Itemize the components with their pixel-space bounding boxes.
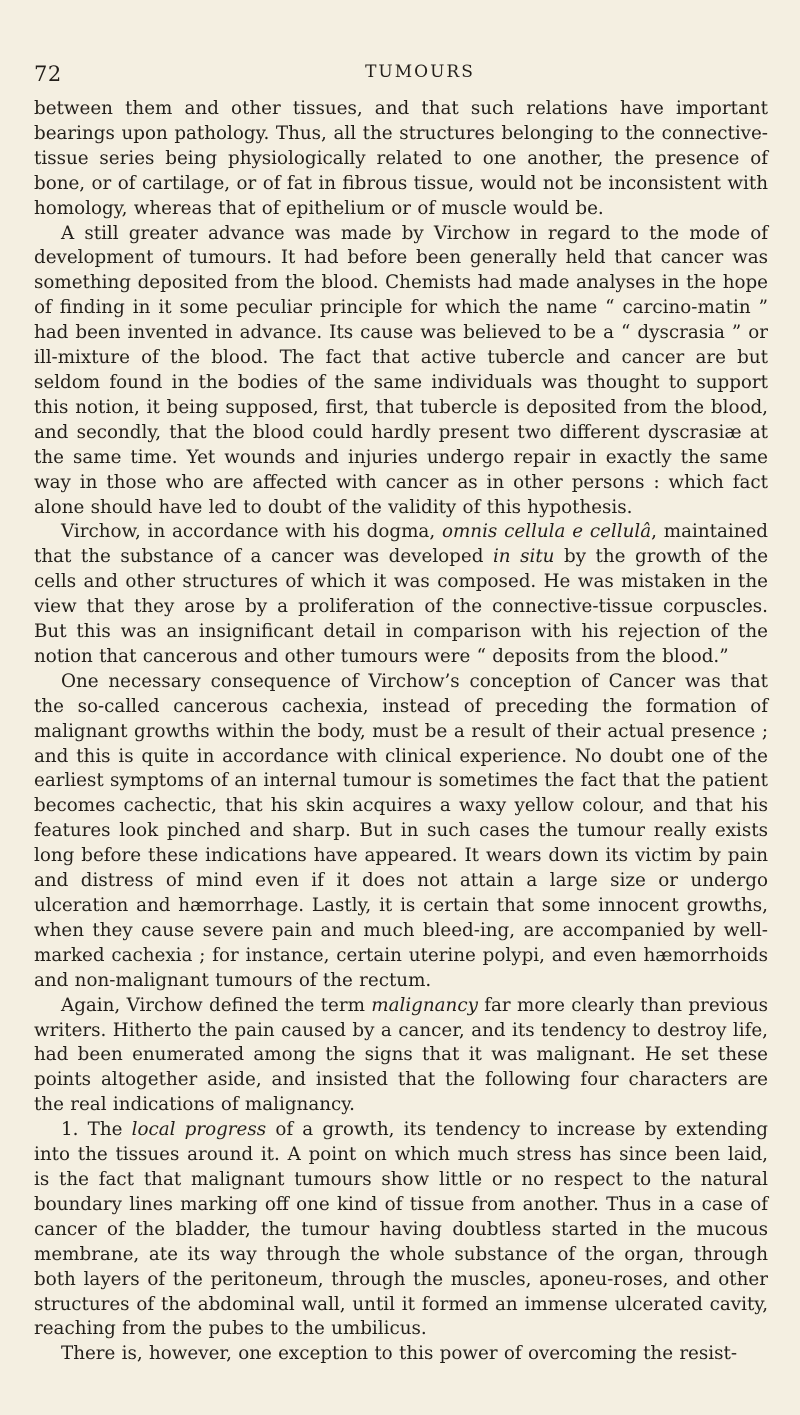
paragraph-5 <box>34 994 768 1119</box>
paragraph-5-text-a: Again, Virchow defined the term <box>61 994 372 1016</box>
paragraph-1: between them and other tissues, and that such relations have important bearings upon pathology. Thus, all the structures belonging to the connective-tissue series being physiologically related to one another, the presence of bone, or of cartilage, or of fat in fibrous tissue, would not be inconsistent with homology, whereas that of epithelium or of muscle would be. <box>34 98 768 219</box>
paragraph-4: One necessary consequence of Virchow’s conception of Cancer was that the so-called cancerous cachexia, instead of preceding the formation of malignant growths within the body, must be a result of their actual presence ; and this is quite in accordance with clinical experience. No doubt one of the earliest symptoms of an internal tumour is sometimes the fact that the patient becomes cachectic, that his skin acquires a waxy yellow colour, and that his features look pinched and sharp. But in such cases the tumour really exists long before these indications have appeared. It wears down its victim by pain and distress of mind even if it does not attain a large size or undergo ulceration and hæmorrhage. Lastly, it is certain that some innocent growths, when they cause severe pain and much bleed-ing, are accompanied by well-marked cachexia ; for instance, certain uterine polypi, and even hæmorrhoids and non-malignant tumours of the rectum. <box>34 670 768 991</box>
paragraph-3-text-a: Virchow, in accordance with his dogma, <box>61 521 442 543</box>
paragraph-5-text-c: far more clearly than previous writers. Hitherto the pain caused by a cancer, and its tendency to destroy life, had been enumerated among the signs that it was malignant. He set these points altogether aside, and insisted that the following four characters are the real indications of malignancy. <box>34 994 768 1116</box>
paragraph-3-text-c: , maintained that the substance of a cancer was developed <box>34 521 768 568</box>
paragraph-7: There is, however, one exception to this power of overcoming the resist- <box>61 1343 738 1365</box>
paragraph-3-latin-dogma: omnis cellula e cellulâ <box>441 521 652 543</box>
page-number: 72 <box>34 62 62 86</box>
paragraph-3-text-e: by the growth of the cells and other structures of which it was composed. He was mistaken in the view that they arose by a proliferation of the connective-tissue corpuscles. But this was an insignificant detail in comparison with his rejection of the notion that cancerous and other tumours were “ deposits from the blood.” <box>34 546 769 667</box>
paragraph-6-text-c: of a growth, its tendency to increase by extending into the tissues around it. A point on which much stress has since been laid, is the fact that malignant tumours show little or no respect to the natural boundary lines marking off one kind of tissue from another. Thus in a case of cancer of the bladder, the tumour having doubtless started in the mucous membrane, ate its way through the whole substance of the organ, through both layers of the peritoneum, through the muscles, aponeu-roses, and other structures of the abdominal wall, until it formed an immense ulcerated cavity, reaching from the pubes to the umbilicus. <box>34 1119 768 1340</box>
paragraph-3 <box>34 520 768 669</box>
paragraph-6-local-progress: local progress <box>131 1119 267 1141</box>
paragraph-6-text-a: 1. The <box>61 1119 132 1141</box>
paragraph-5-malignancy: malignancy <box>371 994 478 1016</box>
paragraph-2: A still greater advance was made by Virchow in regard to the mode of development of tumours. It had before been generally held that cancer was something deposited from the blood. Chemists had made analyses in the hope of finding in it some peculiar principle for which the name “ carcino-matin ” had been invented in advance. Its cause was believed to be a “ dyscrasia ” or ill-mixture of the blood. The fact that active tubercle and cancer are but seldom found in the bodies of the same individuals was thought to support this notion, it being supposed, first, that tubercle is deposited from the blood, and secondly, that the blood could hardly present two different dyscrasiæ at the same time. Yet wounds and injuries undergo repair in exactly the same way in those who are affected with cancer as in other persons : which fact alone should have led to doubt of the validity of this hypothesis. <box>34 222 768 518</box>
running-head: TUMOURS <box>365 62 475 82</box>
paragraph-6 <box>34 1118 768 1342</box>
page-header <box>34 62 766 86</box>
body-text <box>34 97 768 1367</box>
paragraph-3-in-situ: in situ <box>492 546 555 568</box>
